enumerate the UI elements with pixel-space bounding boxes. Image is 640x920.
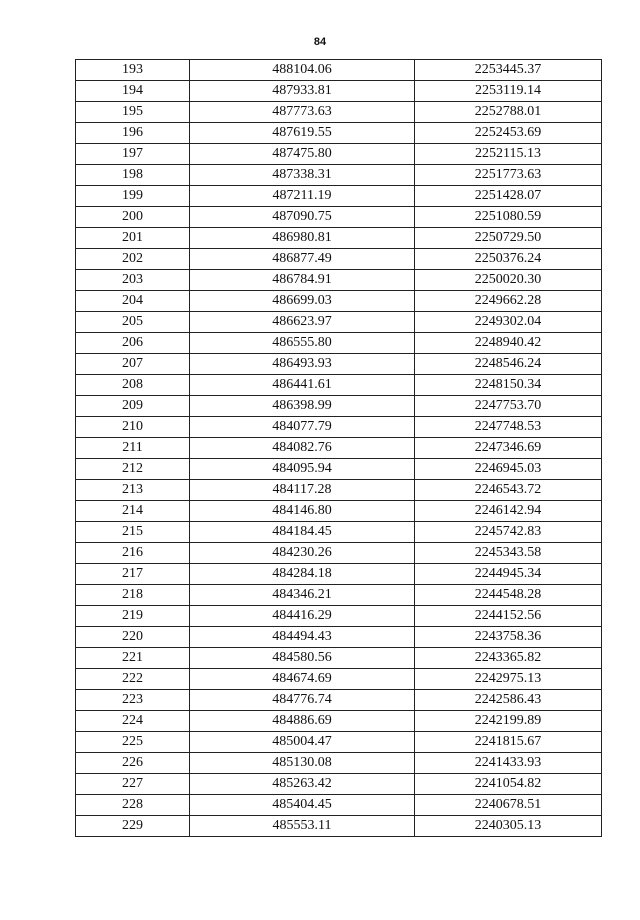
table-row [76, 732, 602, 753]
point-number-cell: 193 [76, 60, 190, 81]
y-coordinate-cell: 2247753.70 [415, 396, 602, 417]
x-coordinate-cell: 484776.74 [190, 690, 415, 711]
point-number-cell: 206 [76, 333, 190, 354]
point-number-cell: 198 [76, 165, 190, 186]
table-row [76, 459, 602, 480]
x-coordinate-cell: 487773.63 [190, 102, 415, 123]
x-coordinate-cell: 484416.29 [190, 606, 415, 627]
x-coordinate-cell: 485130.08 [190, 753, 415, 774]
y-coordinate-cell: 2242199.89 [415, 711, 602, 732]
table-row [76, 375, 602, 396]
x-coordinate-cell: 484886.69 [190, 711, 415, 732]
x-coordinate-cell: 485553.11 [190, 816, 415, 837]
point-number-cell: 207 [76, 354, 190, 375]
x-coordinate-cell: 486699.03 [190, 291, 415, 312]
table-row [76, 480, 602, 501]
table-row [76, 648, 602, 669]
table-row [76, 249, 602, 270]
point-number-cell: 219 [76, 606, 190, 627]
page-number: 84 [313, 36, 327, 48]
y-coordinate-cell: 2247748.53 [415, 417, 602, 438]
table-row [76, 291, 602, 312]
point-number-cell: 215 [76, 522, 190, 543]
x-coordinate-cell: 486398.99 [190, 396, 415, 417]
y-coordinate-cell: 2246945.03 [415, 459, 602, 480]
table-row [76, 165, 602, 186]
y-coordinate-cell: 2246142.94 [415, 501, 602, 522]
x-coordinate-cell: 486493.93 [190, 354, 415, 375]
x-coordinate-cell: 487475.80 [190, 144, 415, 165]
table-row [76, 228, 602, 249]
point-number-cell: 205 [76, 312, 190, 333]
table-row [76, 396, 602, 417]
table-row [76, 60, 602, 81]
point-number-cell: 195 [76, 102, 190, 123]
y-coordinate-cell: 2243365.82 [415, 648, 602, 669]
y-coordinate-cell: 2242586.43 [415, 690, 602, 711]
y-coordinate-cell: 2248150.34 [415, 375, 602, 396]
point-number-cell: 200 [76, 207, 190, 228]
point-number-cell: 211 [76, 438, 190, 459]
y-coordinate-cell: 2243758.36 [415, 627, 602, 648]
table-row [76, 606, 602, 627]
point-number-cell: 216 [76, 543, 190, 564]
y-coordinate-cell: 2244548.28 [415, 585, 602, 606]
x-coordinate-cell: 485004.47 [190, 732, 415, 753]
x-coordinate-cell: 484494.43 [190, 627, 415, 648]
point-number-cell: 210 [76, 417, 190, 438]
point-number-cell: 212 [76, 459, 190, 480]
point-number-cell: 223 [76, 690, 190, 711]
point-number-cell: 204 [76, 291, 190, 312]
y-coordinate-cell: 2249302.04 [415, 312, 602, 333]
table-row [76, 186, 602, 207]
y-coordinate-cell: 2249662.28 [415, 291, 602, 312]
point-number-cell: 208 [76, 375, 190, 396]
table-row [76, 522, 602, 543]
x-coordinate-cell: 487619.55 [190, 123, 415, 144]
table-row [76, 333, 602, 354]
y-coordinate-cell: 2250729.50 [415, 228, 602, 249]
x-coordinate-cell: 488104.06 [190, 60, 415, 81]
table-row [76, 711, 602, 732]
x-coordinate-cell: 484095.94 [190, 459, 415, 480]
point-number-cell: 225 [76, 732, 190, 753]
table-row [76, 669, 602, 690]
point-number-cell: 220 [76, 627, 190, 648]
point-number-cell: 197 [76, 144, 190, 165]
table-row [76, 774, 602, 795]
x-coordinate-cell: 484580.56 [190, 648, 415, 669]
table-row [76, 627, 602, 648]
point-number-cell: 217 [76, 564, 190, 585]
x-coordinate-cell: 485404.45 [190, 795, 415, 816]
y-coordinate-cell: 2245742.83 [415, 522, 602, 543]
coordinates-table-body [76, 60, 602, 837]
point-number-cell: 202 [76, 249, 190, 270]
table-row [76, 270, 602, 291]
table-row [76, 795, 602, 816]
x-coordinate-cell: 487933.81 [190, 81, 415, 102]
table-row [76, 144, 602, 165]
point-number-cell: 199 [76, 186, 190, 207]
x-coordinate-cell: 486877.49 [190, 249, 415, 270]
coordinates-table [75, 59, 602, 837]
table-row [76, 417, 602, 438]
x-coordinate-cell: 484346.21 [190, 585, 415, 606]
y-coordinate-cell: 2240305.13 [415, 816, 602, 837]
table-row [76, 102, 602, 123]
x-coordinate-cell: 486623.97 [190, 312, 415, 333]
y-coordinate-cell: 2253119.14 [415, 81, 602, 102]
y-coordinate-cell: 2252115.13 [415, 144, 602, 165]
y-coordinate-cell: 2242975.13 [415, 669, 602, 690]
y-coordinate-cell: 2252788.01 [415, 102, 602, 123]
point-number-cell: 201 [76, 228, 190, 249]
y-coordinate-cell: 2247346.69 [415, 438, 602, 459]
y-coordinate-cell: 2246543.72 [415, 480, 602, 501]
point-number-cell: 194 [76, 81, 190, 102]
x-coordinate-cell: 486441.61 [190, 375, 415, 396]
x-coordinate-cell: 487338.31 [190, 165, 415, 186]
y-coordinate-cell: 2241433.93 [415, 753, 602, 774]
x-coordinate-cell: 484230.26 [190, 543, 415, 564]
point-number-cell: 229 [76, 816, 190, 837]
y-coordinate-cell: 2251080.59 [415, 207, 602, 228]
x-coordinate-cell: 487211.19 [190, 186, 415, 207]
table-row [76, 501, 602, 522]
y-coordinate-cell: 2248546.24 [415, 354, 602, 375]
y-coordinate-cell: 2241054.82 [415, 774, 602, 795]
y-coordinate-cell: 2253445.37 [415, 60, 602, 81]
y-coordinate-cell: 2240678.51 [415, 795, 602, 816]
x-coordinate-cell: 487090.75 [190, 207, 415, 228]
x-coordinate-cell: 484077.79 [190, 417, 415, 438]
y-coordinate-cell: 2241815.67 [415, 732, 602, 753]
x-coordinate-cell: 484146.80 [190, 501, 415, 522]
point-number-cell: 224 [76, 711, 190, 732]
point-number-cell: 227 [76, 774, 190, 795]
table-row [76, 312, 602, 333]
x-coordinate-cell: 486555.80 [190, 333, 415, 354]
y-coordinate-cell: 2252453.69 [415, 123, 602, 144]
table-row [76, 123, 602, 144]
y-coordinate-cell: 2244945.34 [415, 564, 602, 585]
table-row [76, 753, 602, 774]
y-coordinate-cell: 2251773.63 [415, 165, 602, 186]
table-row [76, 438, 602, 459]
y-coordinate-cell: 2244152.56 [415, 606, 602, 627]
y-coordinate-cell: 2250376.24 [415, 249, 602, 270]
x-coordinate-cell: 486980.81 [190, 228, 415, 249]
point-number-cell: 218 [76, 585, 190, 606]
y-coordinate-cell: 2250020.30 [415, 270, 602, 291]
point-number-cell: 221 [76, 648, 190, 669]
table-row [76, 816, 602, 837]
table-row [76, 207, 602, 228]
point-number-cell: 203 [76, 270, 190, 291]
point-number-cell: 214 [76, 501, 190, 522]
y-coordinate-cell: 2245343.58 [415, 543, 602, 564]
x-coordinate-cell: 486784.91 [190, 270, 415, 291]
point-number-cell: 228 [76, 795, 190, 816]
point-number-cell: 213 [76, 480, 190, 501]
x-coordinate-cell: 484284.18 [190, 564, 415, 585]
point-number-cell: 196 [76, 123, 190, 144]
y-coordinate-cell: 2248940.42 [415, 333, 602, 354]
table-row [76, 354, 602, 375]
point-number-cell: 222 [76, 669, 190, 690]
x-coordinate-cell: 484082.76 [190, 438, 415, 459]
table-row [76, 81, 602, 102]
table-row [76, 585, 602, 606]
x-coordinate-cell: 484117.28 [190, 480, 415, 501]
y-coordinate-cell: 2251428.07 [415, 186, 602, 207]
x-coordinate-cell: 484184.45 [190, 522, 415, 543]
table-row [76, 564, 602, 585]
table-row [76, 543, 602, 564]
table-row [76, 690, 602, 711]
x-coordinate-cell: 484674.69 [190, 669, 415, 690]
x-coordinate-cell: 485263.42 [190, 774, 415, 795]
point-number-cell: 209 [76, 396, 190, 417]
point-number-cell: 226 [76, 753, 190, 774]
